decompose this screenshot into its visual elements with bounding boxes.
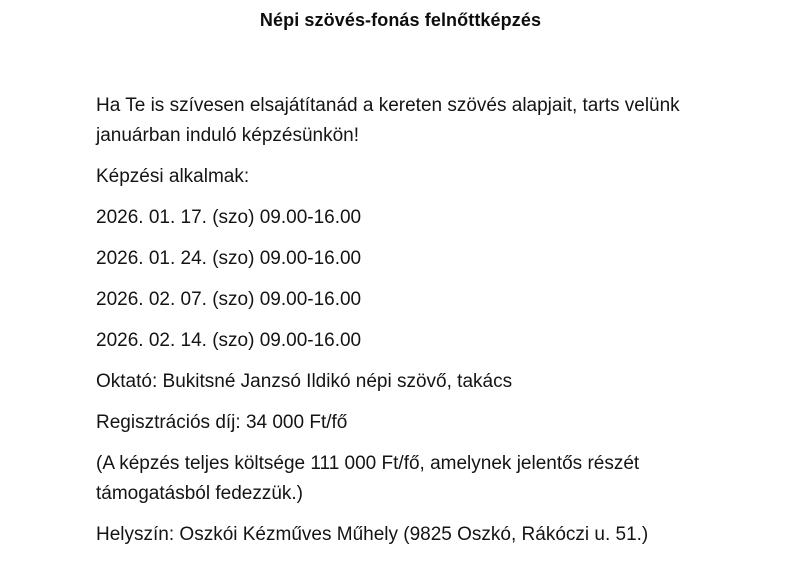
registration-fee-line: Regisztrációs díj: 34 000 Ft/fő — [96, 412, 348, 433]
sessions-label: Képzési alkalmak: — [96, 166, 250, 187]
intro-paragraph: Ha Te is szívesen elsajátítanád a kereten szövés alapjait, tarts velünk januárban induló képzésünkön! — [96, 95, 680, 146]
session-item: 2026. 02. 14. (szo) 09.00-16.00 — [96, 330, 362, 351]
session-item: 2026. 02. 07. (szo) 09.00-16.00 — [96, 289, 362, 310]
document-title: Népi szövés-fonás felnőttképzés — [259, 10, 542, 30]
location-line: Helyszín: Oszkói Kézműves Műhely (9825 Oszkó, Rákóczi u. 51.) — [96, 524, 649, 545]
session-list — [96, 203, 696, 356]
instructor-line: Oktató: Bukitsné Janzsó Ildikó népi szövő, takács — [96, 371, 513, 392]
session-item: 2026. 01. 24. (szo) 09.00-16.00 — [96, 248, 362, 269]
document-body — [96, 91, 696, 561]
session-item: 2026. 01. 17. (szo) 09.00-16.00 — [96, 207, 362, 228]
cost-note-paragraph: (A képzés teljes költsége 111 000 Ft/fő, amelynek jelentős részét támogatásból fedezzük.) — [96, 453, 640, 504]
